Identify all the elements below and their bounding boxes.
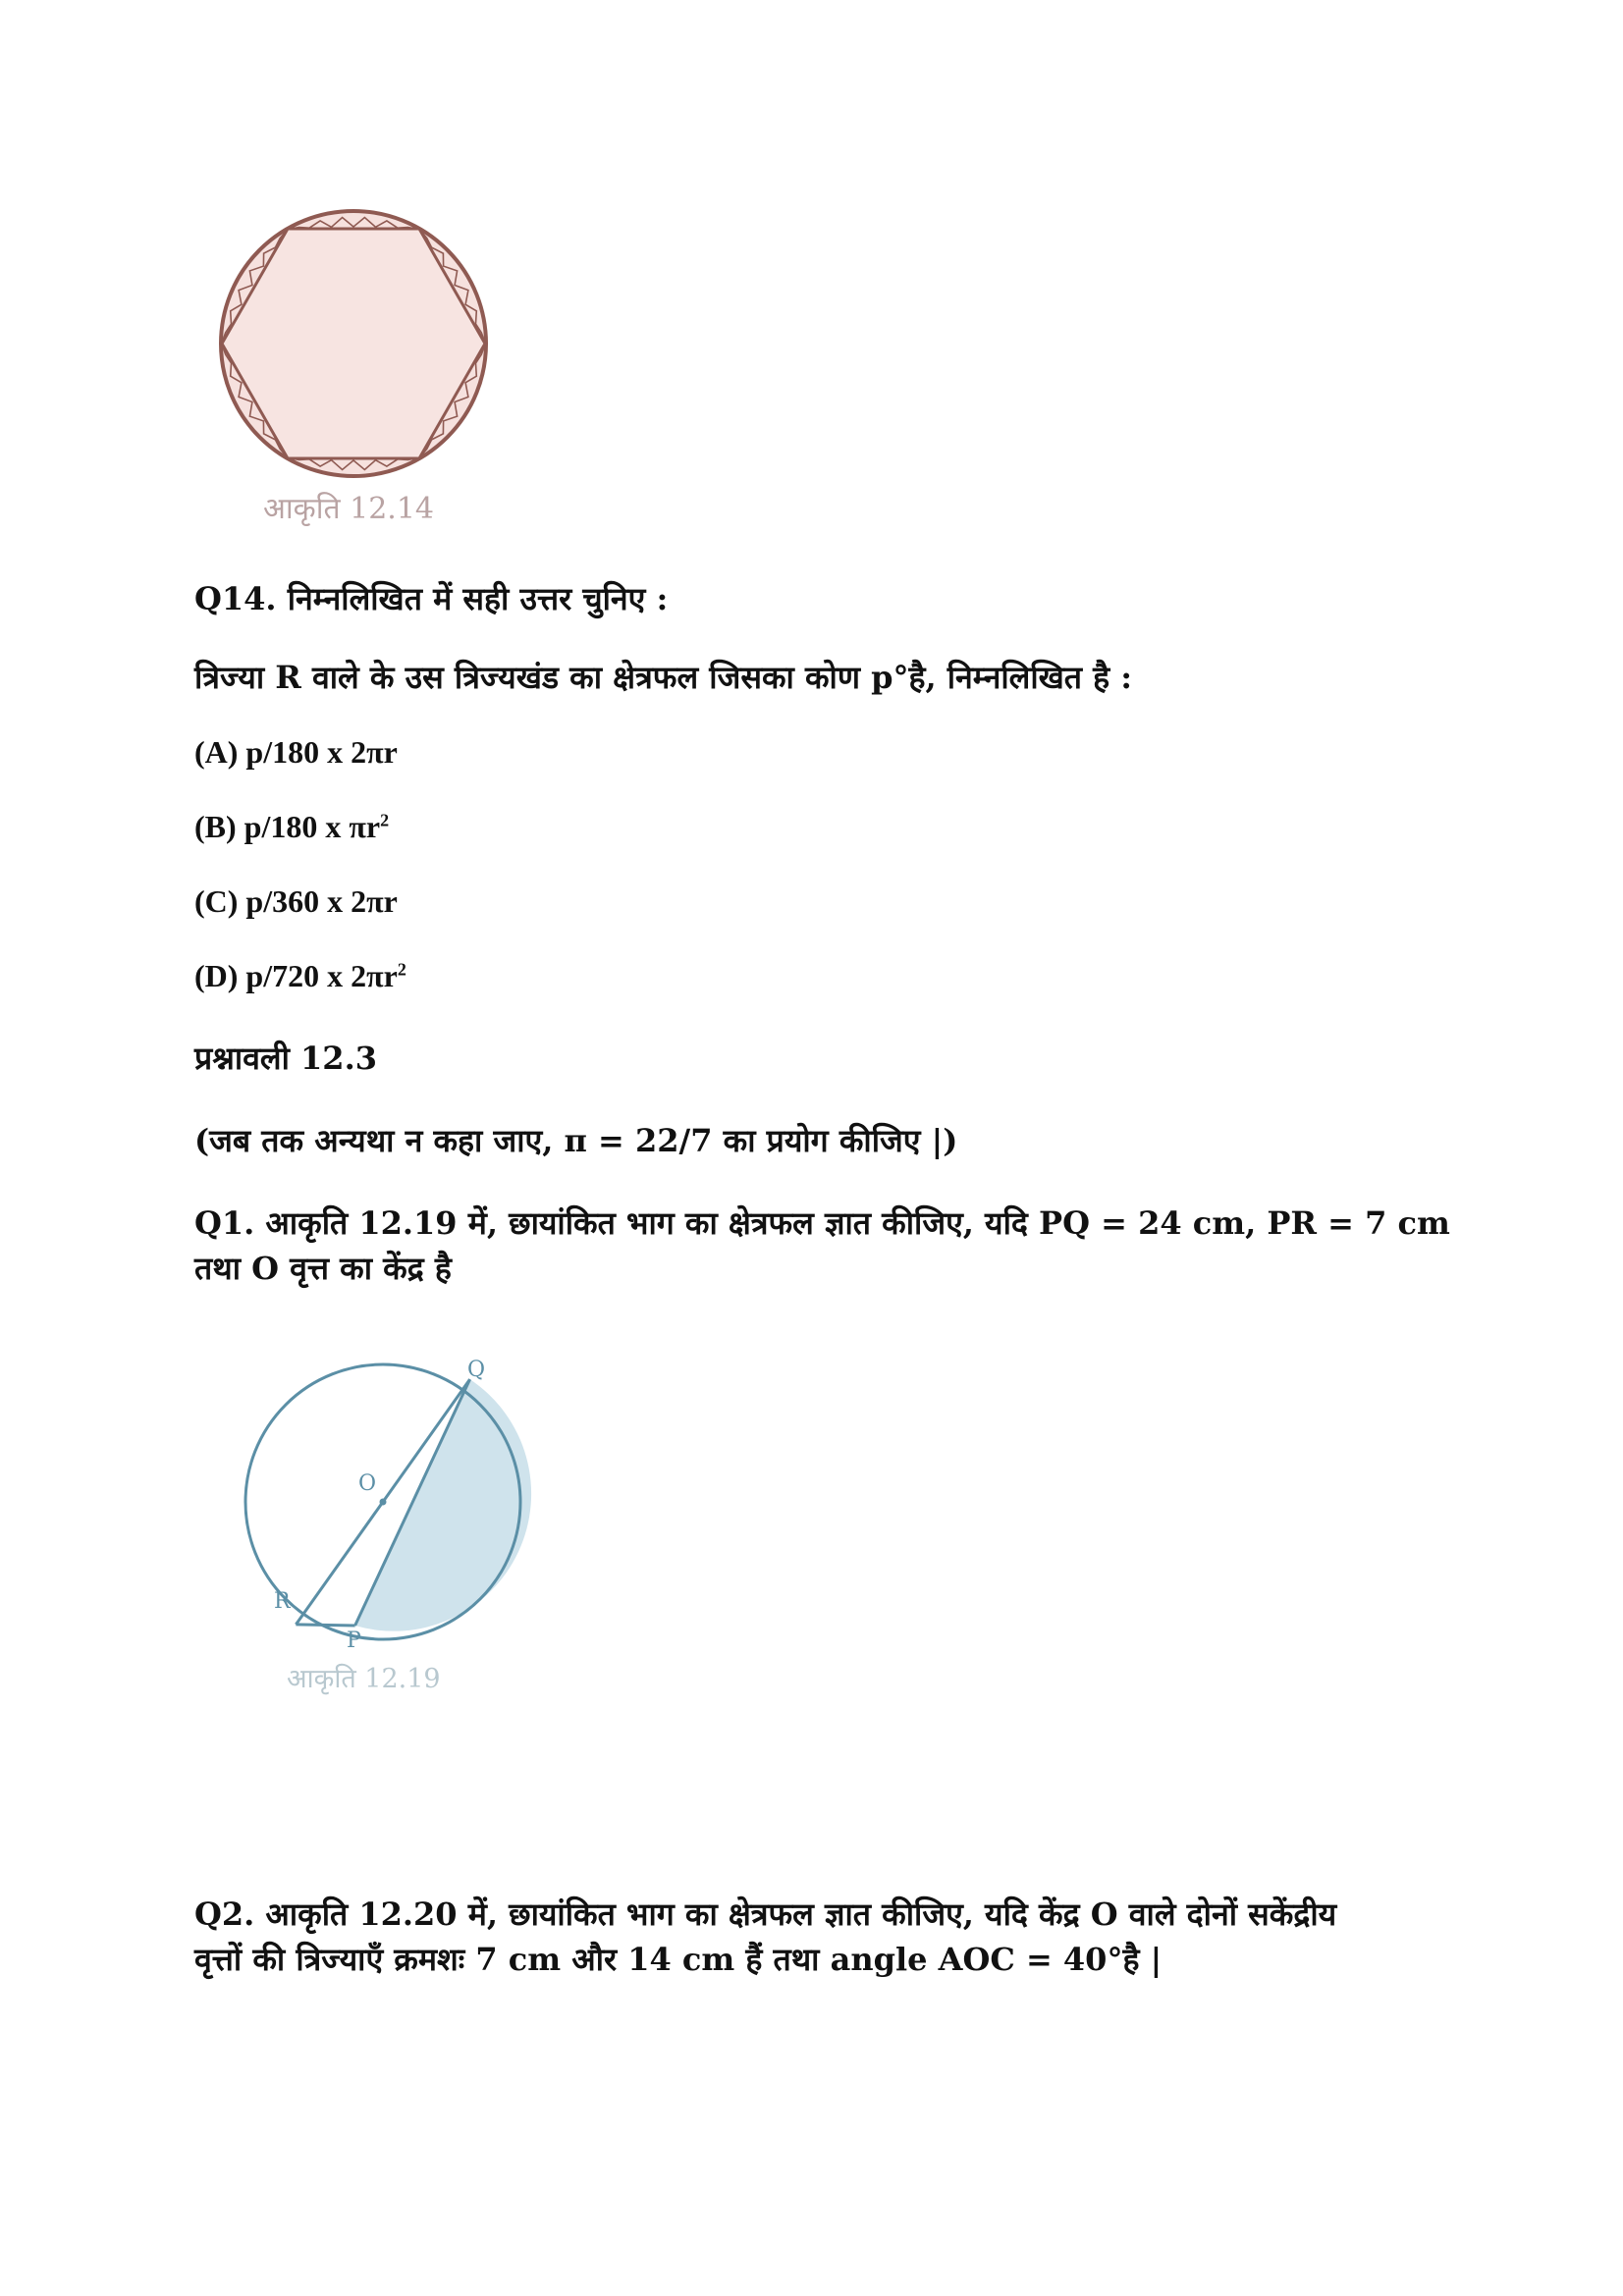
option-b-sup: 2 bbox=[380, 810, 390, 830]
option-b-label: (B) bbox=[194, 809, 237, 844]
option-a-label: (A) bbox=[194, 734, 239, 770]
label-r: R bbox=[274, 1589, 291, 1614]
exercise-note: (जब तक अन्यथा न कहा जाए, π = 22/7 का प्रयोग कीजिए |) bbox=[194, 1122, 958, 1159]
q2-line-2: वृत्तों की त्रिज्याएँ क्रमशः 7 cm और 14 cm हैं तथा angle AOC = 40°है | bbox=[194, 1941, 1163, 1978]
figure-12-14 bbox=[211, 201, 496, 486]
label-q: Q bbox=[467, 1358, 486, 1382]
label-p: P bbox=[347, 1629, 361, 1653]
q1-line-2: तथा O वृत्त का केंद्र है bbox=[194, 1250, 452, 1287]
figure-12-19 bbox=[231, 1345, 545, 1659]
q14-title: Q14. निम्नलिखित में सही उत्तर चुनिए : bbox=[194, 580, 669, 617]
q2-line-1: Q2. आकृति 12.20 में, छायांकित भाग का क्षेत्रफल ज्ञात कीजिए, यदि केंद्र O वाले दोनों सकेंद्रीय bbox=[194, 1896, 1337, 1933]
option-d-expr: p/720 x 2πr bbox=[245, 958, 398, 993]
figure-12-14-caption: आकृति 12.14 bbox=[263, 492, 434, 526]
option-c-label: (C) bbox=[194, 883, 239, 919]
chord-rp bbox=[296, 1625, 354, 1626]
q14-stem: त्रिज्या R वाले के उस त्रिज्यखंड का क्षेत्रफल जिसका कोण p°है, निम्नलिखित है : bbox=[194, 659, 1133, 696]
option-d-sup: 2 bbox=[397, 959, 406, 980]
label-o: O bbox=[358, 1471, 377, 1496]
option-b bbox=[194, 809, 389, 845]
option-a bbox=[194, 734, 398, 771]
option-c bbox=[194, 883, 398, 920]
figure-12-19-caption: आकृति 12.19 bbox=[287, 1664, 441, 1694]
option-b-expr: p/180 x πr bbox=[243, 809, 381, 844]
option-a-expr: p/180 x 2πr bbox=[245, 734, 398, 770]
option-c-expr: p/360 x 2πr bbox=[245, 883, 398, 919]
option-d bbox=[194, 958, 406, 994]
exercise-heading: प्रश्नावली 12.3 bbox=[194, 1040, 377, 1077]
q1-line-1: Q1. आकृति 12.19 में, छायांकित भाग का क्षेत्रफल ज्ञात कीजिए, यदि PQ = 24 cm, PR = 7 cm bbox=[194, 1204, 1450, 1242]
option-d-label: (D) bbox=[194, 958, 239, 993]
center-point bbox=[380, 1499, 387, 1506]
